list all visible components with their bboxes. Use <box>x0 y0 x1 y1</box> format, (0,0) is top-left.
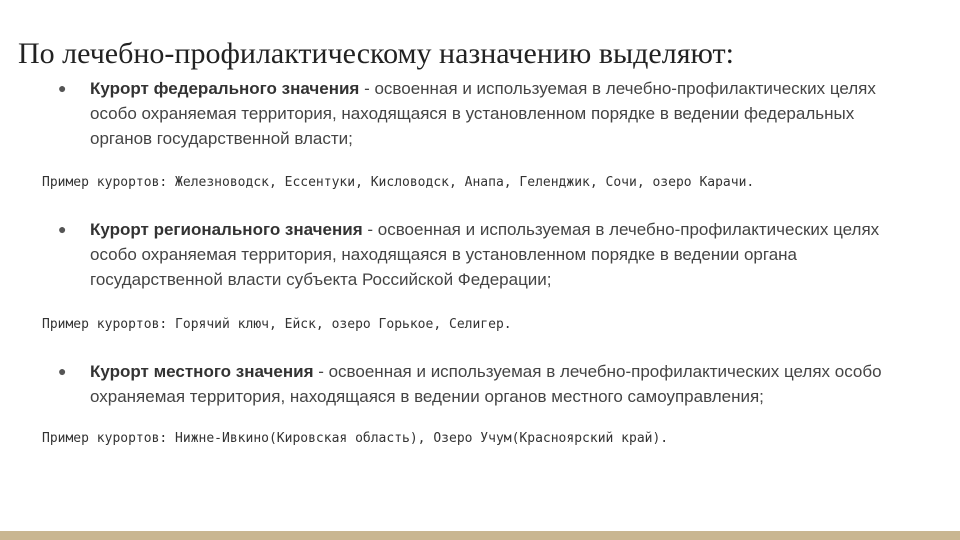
bullet-dot-icon: ● <box>58 363 67 379</box>
bullet-dot-icon: ● <box>58 80 67 96</box>
bullet-term: Курорт местного значения <box>90 362 314 381</box>
bullet-dot-icon: ● <box>58 221 67 237</box>
example-federal-resorts: Пример курортов: Железноводск, Ессентуки, Кисловодск, Анапа, Геленджик, Сочи, озеро Карачи. <box>42 175 755 190</box>
bullet-definition: - освоенная и используемая в лечебно-профилактических целях особо охраняемая территория, находящаяся в установленном порядке в ведении федеральных органов государственной власти; <box>90 79 876 148</box>
slide-title: По лечебно-профилактическому назначению выделяют: <box>18 37 734 70</box>
bullet-regional-resort <box>58 217 918 292</box>
bullet-term: Курорт федерального значения <box>90 79 360 98</box>
footer-accent-bar <box>0 531 960 540</box>
bullet-text <box>90 217 918 292</box>
bullet-local-resort <box>58 359 918 409</box>
bullet-federal-resort <box>58 76 918 151</box>
bullet-definition: - освоенная и используемая в лечебно-профилактических целях особо охраняемая территория, находящаяся в установленном порядке в ведении органа государственной власти субъекта Российской Федерации; <box>90 220 880 289</box>
bullet-text <box>90 76 918 151</box>
example-local-resorts: Пример курортов: Нижне-Ивкино(Кировская область), Озеро Учум(Красноярский край). <box>42 431 669 446</box>
bullet-term: Курорт регионального значения <box>90 220 363 239</box>
bullet-definition: - освоенная и используемая в лечебно-профилактических целях особо охраняемая территория, находящаяся в ведении органов местного самоуправления; <box>90 362 882 406</box>
bullet-text <box>90 359 918 409</box>
example-regional-resorts: Пример курортов: Горячий ключ, Ейск, озеро Горькое, Селигер. <box>42 317 512 332</box>
